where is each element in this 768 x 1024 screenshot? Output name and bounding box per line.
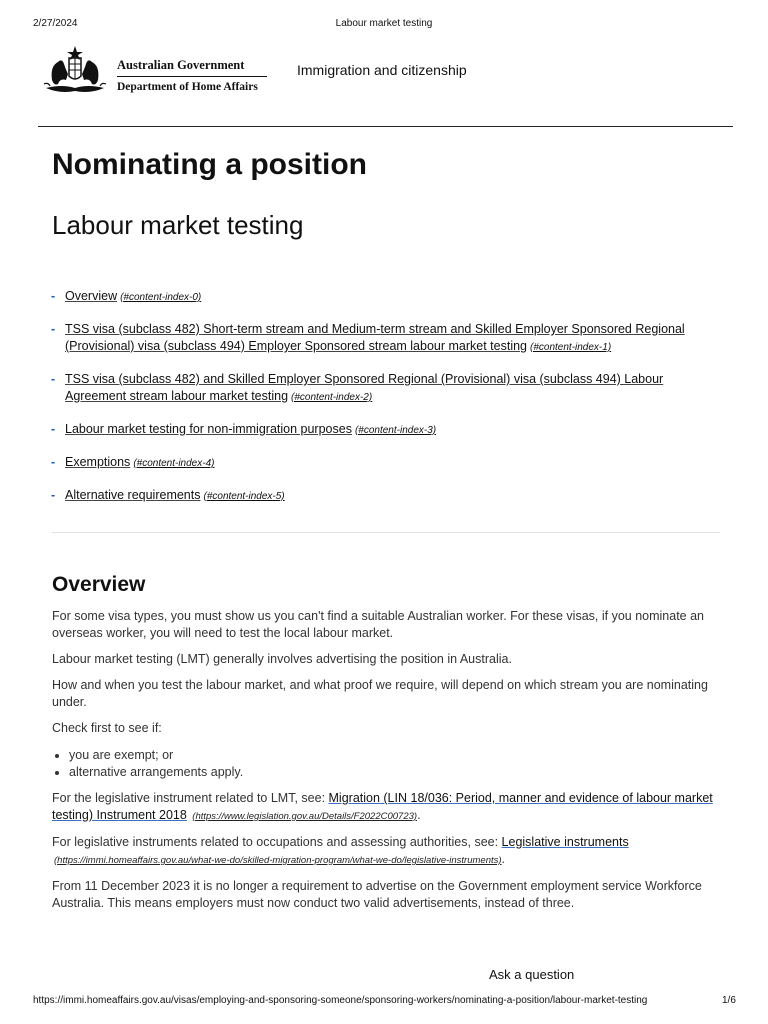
- overview-paragraph-1: For some visa types, you must show us you can't find a suitable Australian worker. For these visas, if you nominate an overseas worker, you will need to test the local labour market.: [52, 609, 705, 640]
- overview-heading: Overview: [52, 573, 146, 596]
- dash-icon: -: [51, 455, 56, 469]
- lmt-instrument-url: (https://www.legislation.gov.au/Details/F2022C00723): [192, 811, 418, 822]
- toc-item-482-494-employer-sponsored[interactable]: - TSS visa (subclass 482) Short-term stream and Medium-term stream and Skilled Employer Sponsored Regional (Provisional) visa (subclass 494) Employer Sponsored stream labour market testing (#content-index-1): [51, 322, 685, 353]
- gov-line-1: Australian Government: [117, 58, 245, 72]
- print-date: 2/27/2024: [33, 18, 78, 29]
- lmt-instrument-paragraph: For the legislative instrument related to LMT, see: Migration (LIN 18/036: Period, manner and evidence of labour market testing) Instrument 2018 (https://www.legislation.gov.au/Details/F2022C00723).: [52, 791, 713, 822]
- toc-item-non-immigration[interactable]: - Labour market testing for non-immigration purposes (#content-index-3): [51, 422, 437, 436]
- dash-icon: -: [51, 289, 56, 303]
- toc-item-labour-agreement[interactable]: - TSS visa (subclass 482) and Skilled Employer Sponsored Regional (Provisional) visa (subclass 494) Labour Agreement stream labour market testing (#content-index-2): [51, 372, 664, 403]
- table-of-contents: [52, 288, 720, 505]
- list-item: • you are exempt; or: [69, 747, 720, 764]
- page-title: Nominating a position: [52, 148, 367, 181]
- print-header: [0, 0, 768, 29]
- overview-paragraph-3: How and when you test the labour market, and what proof we require, will depend on which stream you are nominating under.: [52, 678, 708, 709]
- main-content: [52, 140, 720, 912]
- department-wordmark: [117, 58, 267, 93]
- page-url: https://immi.homeaffairs.gov.au/visas/employing-and-sponsoring-someone/sponsoring-workers/nominating-a-position/labour-market-testing: [33, 995, 648, 1006]
- toc-item-alternative-requirements[interactable]: - Alternative requirements (#content-index-5): [51, 488, 285, 502]
- ask-question-button[interactable]: Ask a question: [489, 967, 575, 982]
- legislative-instruments-url: (https://immi.homeaffairs.gov.au/what-we-do/skilled-migration-program/what-we-do/legislative-instruments): [54, 855, 502, 866]
- section-divider: [52, 532, 720, 533]
- page-subtitle: Labour market testing: [52, 210, 304, 240]
- overview-paragraph-2: Labour market testing (LMT) generally involves advertising the position in Australia.: [52, 652, 512, 666]
- page-number: 1/6: [722, 995, 736, 1006]
- site-header: [42, 44, 732, 104]
- toc-item-exemptions[interactable]: - Exemptions (#content-index-4): [51, 455, 215, 469]
- legislative-instruments-link[interactable]: Legislative instruments: [501, 835, 629, 849]
- dash-icon: -: [51, 322, 56, 336]
- dash-icon: -: [51, 488, 56, 502]
- list-item: • alternative arrangements apply.: [69, 764, 720, 781]
- toc-item-overview[interactable]: - Overview (#content-index-0): [51, 289, 202, 303]
- legislative-instruments-paragraph: For legislative instruments related to occupations and assessing authorities, see: Legislative instruments (https://immi.homeaffairs.gov.au/what-we-do/skilled-migration-program/what-we-do/legislative-instruments).: [52, 835, 629, 866]
- coat-of-arms-icon[interactable]: [42, 44, 108, 98]
- dash-icon: -: [51, 372, 56, 386]
- check-list: [52, 747, 720, 781]
- wordmark-divider: [117, 76, 267, 77]
- print-title: Labour market testing: [335, 18, 433, 29]
- overview-paragraph-7: From 11 December 2023 it is no longer a requirement to advertise on the Government employment service Workforce Australia. This means employers must now conduct two valid advertisements, instead of three.: [52, 879, 702, 910]
- lmt-instrument-link[interactable]: Migration (LIN 18/036: Period, manner and evidence of labour market testing) Instrument 2018: [52, 791, 713, 822]
- dash-icon: -: [51, 422, 56, 436]
- header-divider: [38, 126, 733, 127]
- gov-line-2: Department of Home Affairs: [117, 81, 258, 93]
- section-link-immigration[interactable]: Immigration and citizenship: [297, 62, 467, 78]
- overview-paragraph-4: Check first to see if:: [52, 721, 162, 735]
